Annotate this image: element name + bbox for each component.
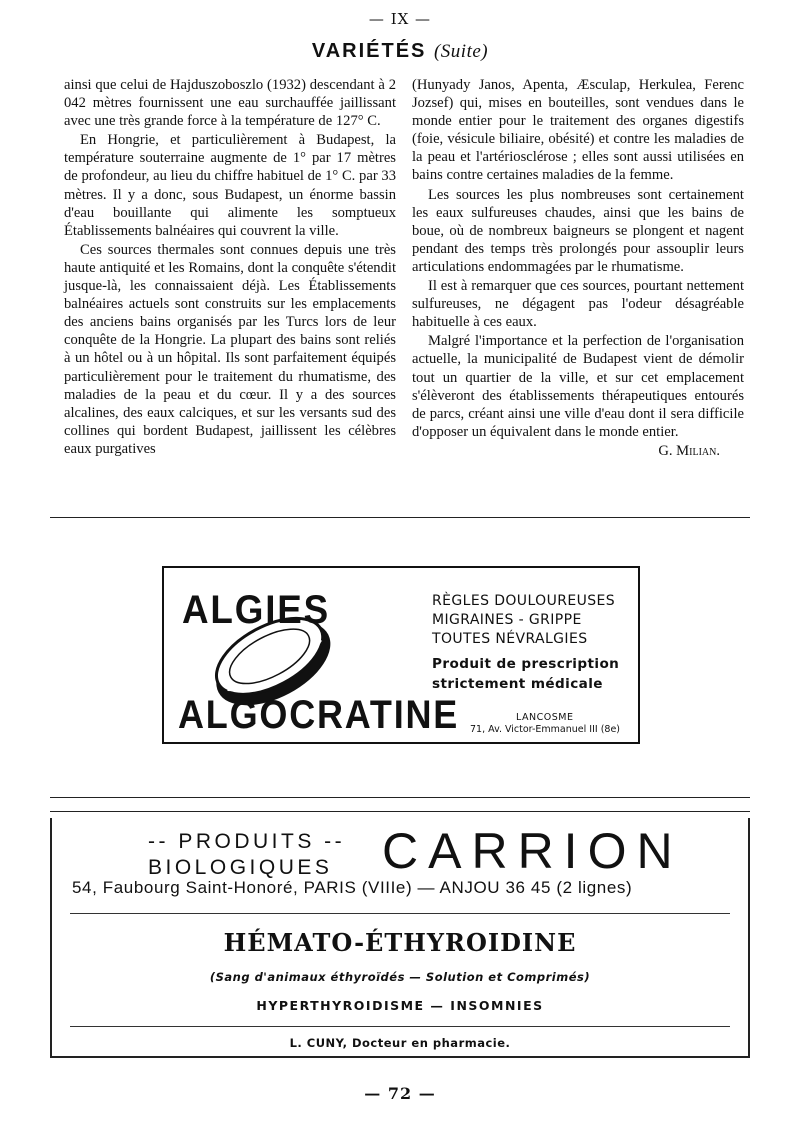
article-signature: G. Milian. (658, 442, 720, 459)
page-number-roman: — IX — (368, 10, 432, 28)
ad-product-name: HÉMATO-ÉTHYROIDINE (223, 928, 577, 957)
ad-pharmacist: L. CUNY, Docteur en pharmacie. (289, 1036, 511, 1050)
ad-product-indications: HYPERTHYROIDISME — INSOMNIES (256, 998, 544, 1013)
ad-prescription-line: Produit de prescription (432, 656, 620, 672)
section-title-suite: (Suite) (433, 41, 489, 62)
ad-carrion-address: 54, Faubourg Saint-Honoré, PARIS (VIIIe) — ANJOU 36 45 (2 lignes) (72, 878, 633, 897)
ad-company: LANCOSME (516, 712, 574, 723)
divider-rule (50, 517, 750, 518)
ad-biologiques: BIOLOGIQUES (148, 856, 333, 879)
article-paragraph: ainsi que celui de Hajduszoboszlo (1932) descendant à 2 042 mètres fournissent une eau surchauffée jaillissant avec une très grande force à la température de 127° C. (64, 77, 396, 130)
ad-indication-line: MIGRAINES - GRIPPE (432, 612, 582, 628)
article-column-right (412, 76, 744, 460)
ad-algocratine (162, 566, 640, 744)
ad-prescription-note (432, 654, 619, 694)
ad-brand-carrion: CARRION (382, 823, 683, 879)
ad-brand-algies: ALGIES (182, 588, 331, 632)
ad-indication-line: RÈGLES DOULOUREUSES (432, 593, 616, 609)
ad-indication-line: TOUTES NÉVRALGIES (432, 631, 588, 647)
article-column-left (64, 76, 396, 459)
article-paragraph: Il est à remarquer que ces sources, pourtant nettement sulfureuses, ne dégagent pas l'odeur désagréable habituelle à ces eaux. (412, 278, 744, 331)
section-title (0, 40, 800, 63)
section-title-main: VARIÉTÉS (311, 40, 427, 62)
divider-rule (70, 1026, 730, 1027)
ad-company-address: 71, Av. Victor-Emmanuel III (8e) (470, 724, 621, 735)
ad-prescription-line: strictement médicale (432, 676, 603, 692)
ad-produits: -- PRODUITS -- (148, 830, 346, 853)
divider-rule (70, 913, 730, 914)
article-paragraph: Ces sources thermales sont connues depuis une très haute antiquité et les Romains, dont la conquête s'étendit jusque-là, les connaissaient déjà. Les Établissements balnéaires actuels sont construits sur les emplacements des anciens bains organisés par les Turcs lors de leur conquête de la Hongrie. La plupart des bains sont reliés à un hôtel ou à un hôpital. Ils sont parfaitement équipés particulièrement pour le traitement du rhumatisme, des maladies de la peau et du cœur. Il y a des sources alcalines, des eaux calciques, et sur les versants sud des collines qui bordent Budapest, jaillissent les célèbres eaux purgatives (64, 241, 396, 457)
article-paragraph: (Hunyady Janos, Apenta, Æsculap, Herkulea, Ferenc Jozsef) qui, mises en bouteilles, sont vendues dans le monde entier pour le traitement des organes digestifs (foie, vésicule biliaire, obésité) et contre les maladies de la peau et l'artériosclérose ; elles sont aussi utilisées en bains contre certaines maladies de la femme. (412, 77, 744, 184)
ad-carrion (50, 818, 750, 1058)
ad-indications (432, 592, 632, 649)
article-paragraph: Les sources les plus nombreuses sont certainement les eaux sulfureuses chaudes, ainsi que les bains de boue, où de nombreux baigneurs se plongent et nagent pendant des temps très prolongés pour assouplir leurs articulations endommagées par le rhumatisme. (412, 186, 744, 275)
article-paragraph: En Hongrie, et particulièrement à Budapest, la température souterraine augmente de 1° par 17 mètres de profondeur, au lieu du chiffre habituel de 1° C. par 33 mètres. Il y a donc, sous Budapest, un énorme bassin d'eau bouillante qui alimente les somptueux Établissements balnéaires qui couvrent la ville. (64, 132, 396, 239)
article-paragraph: Malgré l'importance et la perfection de l'organisation actuelle, la municipalité de Budapest vient de démolir tout un quartier de la ville, et sur cet emplacement s'élèveront des établissements thérapeutiques entourés de parcs, créant ainsi une ville d'eau dont il sera difficile d'opposer un équivalent dans le monde entier. (412, 333, 744, 440)
divider-rule (50, 811, 750, 812)
page-number: — 72 — (364, 1084, 436, 1103)
divider-rule (50, 797, 750, 798)
ad-product-subtitle: (Sang d'animaux éthyroïdés — Solution et Comprimés) (209, 970, 591, 984)
ad-brand-algocratine: ALGOCRATINE (178, 693, 460, 737)
